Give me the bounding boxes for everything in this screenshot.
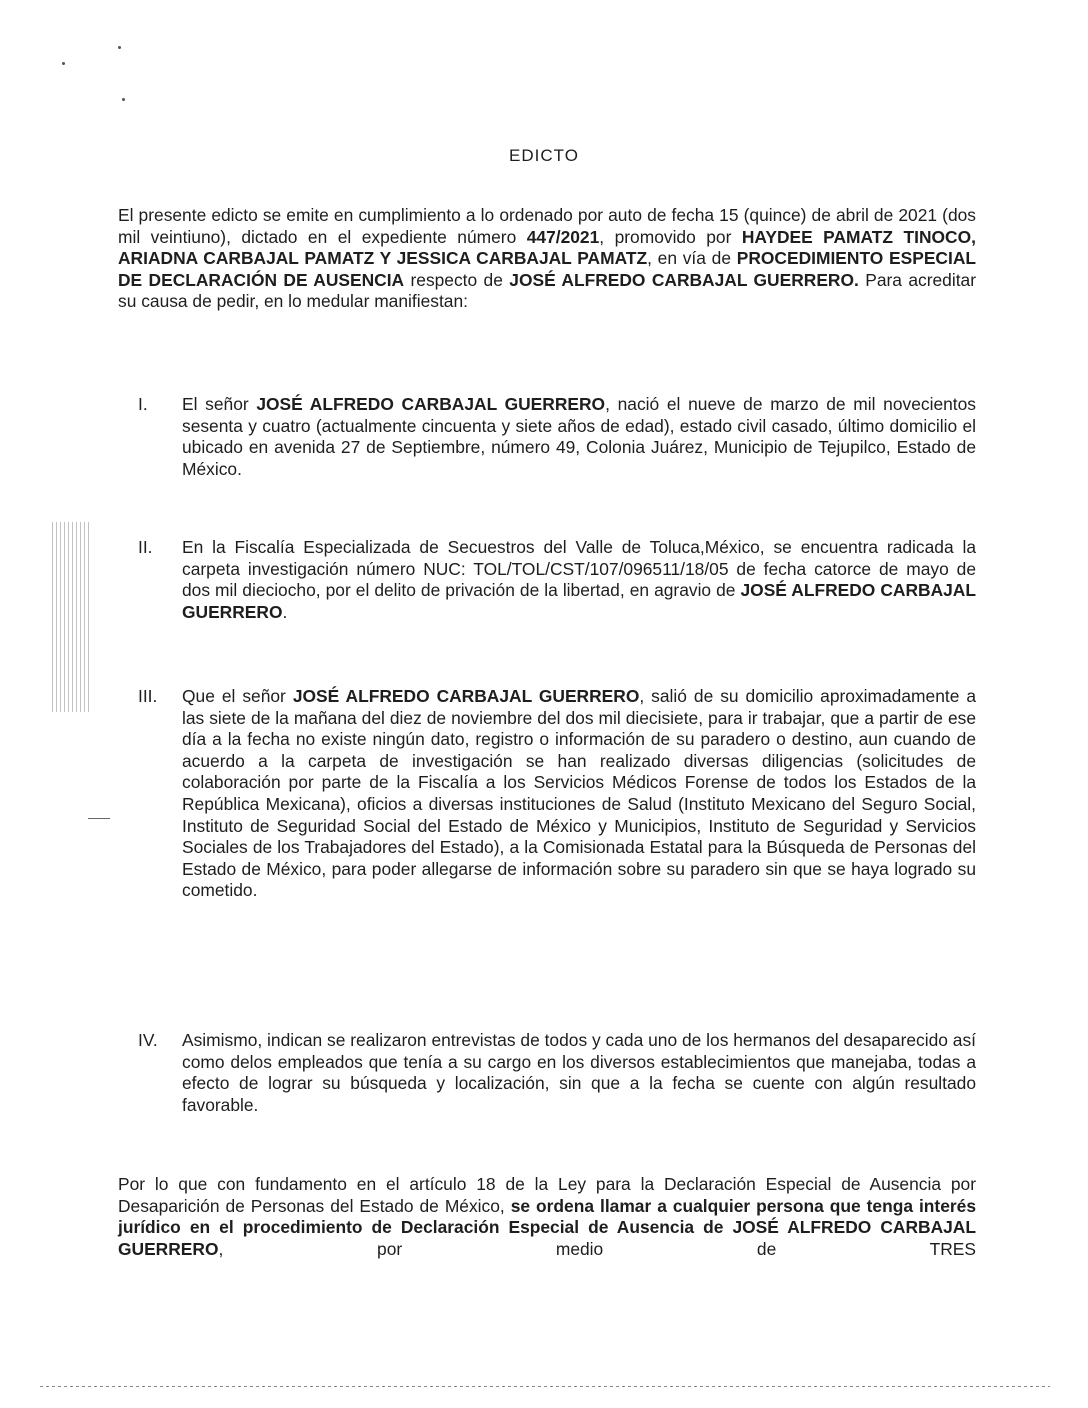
intro-text: , promovido por	[599, 226, 742, 247]
intro-text: Para acreditar su causa de pedir, en lo medular manifiestan:	[118, 269, 976, 312]
intro-text: respecto de	[404, 269, 510, 290]
intro-paragraph	[118, 205, 976, 313]
item-text	[182, 686, 976, 902]
person-name: JOSÉ ALFREDO CARBAJAL GUERRERO	[118, 1217, 976, 1259]
closing-text: , por medio de TRES	[218, 1238, 976, 1259]
petitioners: HAYDEE PAMATZ TINOCO, ARIADNA CARBAJAL PAMATZ Y JESSICA CARBAJAL PAMATZ	[118, 226, 976, 269]
item-text	[182, 394, 976, 480]
item-numeral: III.	[138, 686, 158, 706]
closing-text: Por lo que con fundamento en el artículo 18 de la Ley para la Declaración Especial de Ausencia por Desaparición de Personas del Estado de México,	[118, 1174, 976, 1216]
court-order: se ordena llamar a cualquier persona que tenga interés jurídico en el procedimiento de Declaración Especial de Ausencia de	[118, 1195, 977, 1238]
scan-speck	[62, 62, 65, 65]
scan-speck	[122, 98, 125, 101]
item-numeral: IV.	[138, 1030, 158, 1050]
item-text-part: En la Fiscalía Especializada de Secuestros del Valle de Toluca,México, se encuentra radicada la carpeta investigación número NUC: TOL/TOL/CST/107/096511/18/05 de fecha catorce de mayo de dos mil dieciocho, por el delito de privación de la libertad, en agravio de	[182, 537, 976, 601]
procedure-name: PROCEDIMIENTO ESPECIAL DE DECLARACIÓN DE AUSENCIA	[118, 248, 976, 290]
item-numeral: II.	[138, 537, 153, 557]
case-number: 447/2021	[526, 226, 600, 247]
item-text-part: , salió de su domicilio aproximadamente a las siete de la mañana del diez de noviembre del dos mil diecisiete, para ir trabajar, que a partir de ese día a la fecha no existe ningún dato, registro o información de su paradero o destino, aun cuando de acuerdo a la carpeta de investigación se han realizado diversas diligencias (solicitudes de colaboración por parte de la Fiscalía a los Servicios Médicos Forense de todos los Estados de la República Mexicana), oficios a diversas instituciones de Salud (Instituto Mexicano del Seguro Social, Instituto de Seguridad Social del Estado de México y Municipios, Instituto de Seguridad y Servicios Sociales de los Trabajadores del Estado), a la Comisionada Estatal para la Búsqueda de Personas del Estado de México, para poder allegarse de información sobre su paradero sin que se haya logrado su cometido.	[182, 686, 977, 901]
item-text	[182, 537, 976, 623]
item-text-part: Asimismo, indican se realizaron entrevistas de todos y cada uno de los hermanos del desaparecido así como delos empleados que tenía a su cargo en los diversos establecimientos que manejaba, todas a efecto de lograr su búsqueda y localización, sin que a la fecha se cuente con algún resultado favorable.	[182, 1030, 976, 1115]
margin-mark	[88, 818, 110, 819]
scan-speck	[118, 46, 121, 49]
intro-text: , en vía de	[647, 248, 737, 269]
item-numeral: I.	[138, 394, 148, 414]
item-text	[182, 1030, 976, 1116]
item-text-part: , nació el nueve de marzo de mil novecientos sesenta y cuatro (actualmente cincuenta y siete años de edad), estado civil casado, último domicilio el ubicado en avenida 27 de Septiembre, número 49, Colonia Juárez, Municipio de Tejupilco, Estado de México.	[182, 394, 976, 479]
person-name: JOSÉ ALFREDO CARBAJAL GUERRERO	[256, 394, 606, 414]
person-name: JOSÉ ALFREDO CARBAJAL GUERRERO	[182, 580, 976, 622]
document-title: EDICTO	[509, 146, 579, 165]
item-text-part: .	[282, 601, 288, 622]
closing-paragraph	[118, 1174, 976, 1260]
margin-stamp	[52, 522, 92, 712]
person-name: JOSÉ ALFREDO CARBAJAL GUERRERO	[292, 686, 640, 706]
page-bottom-rule	[40, 1386, 1050, 1387]
item-text-part: Que el señor	[182, 686, 293, 706]
intro-text: El presente edicto se emite en cumplimiento a lo ordenado por auto de fecha 15 (quince) de abril de 2021 (dos mil veintiuno), dictado en el expediente número	[118, 205, 976, 247]
absent-person-name: JOSÉ ALFREDO CARBAJAL GUERRERO.	[509, 269, 859, 290]
item-text-part: El señor	[182, 394, 257, 414]
